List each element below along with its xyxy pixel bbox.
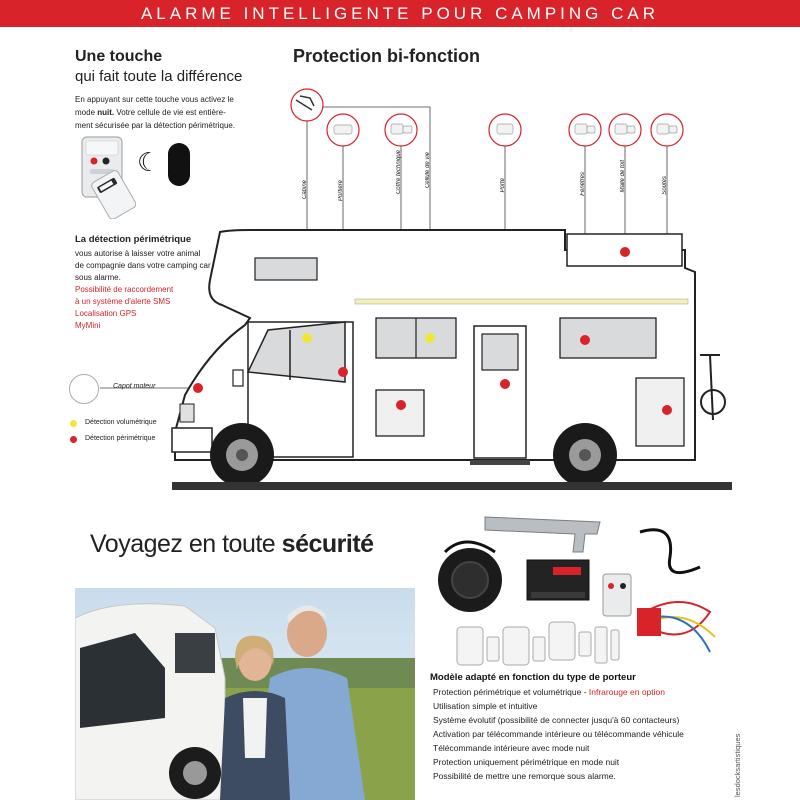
signature: lesdocksartistiques <box>733 733 742 797</box>
yellow-dot-icon <box>70 420 77 427</box>
alarm-kit-image <box>425 512 725 672</box>
sensor-label-portiere: Portière <box>338 180 344 202</box>
legend-label-perimetric: Détection périmétrique <box>85 435 156 442</box>
touch-subtitle: qui fait toute la différence <box>75 68 243 85</box>
detection-red-line-1: Possibilité de raccordement <box>75 285 174 294</box>
feature-4: Activation par télécommande intérieure ou télécommande véhicule <box>433 729 684 739</box>
sensor-label-cellule: Cellule de vie <box>425 152 431 189</box>
voyage-prefix: Voyagez en toute <box>90 530 282 558</box>
sensor-label-cabine: Cabine <box>302 180 308 200</box>
feature-5: Télécommande intérieure avec mode nuit <box>433 743 590 753</box>
touch-line-2c: Votre cellule de vie est entière- <box>114 108 226 117</box>
capot-label: Capot moteur <box>113 383 156 390</box>
engine-hood-icon <box>69 374 99 404</box>
legend-label-volumetric: Détection volumétrique <box>85 419 157 426</box>
feature-2: Utilisation simple et intuitive <box>433 701 538 711</box>
sensor-label-porte: Porte <box>500 178 506 193</box>
feature-1-text: Protection périmétrique et volumétrique - <box>433 687 589 697</box>
red-dot-icon <box>70 436 77 443</box>
feature-3: Système évolutif (possibilité de connecter jusqu'à 60 contacteurs) <box>433 715 680 725</box>
detection-red-line-2: à un système d'alerte SMS <box>75 297 171 306</box>
legend-row-perimetric <box>70 431 157 447</box>
model-features-block <box>430 672 730 783</box>
sensor-label-malle: Malle de toit <box>620 160 626 193</box>
sensor-label-soutes: Soutes <box>662 176 668 195</box>
voyage-bold: sécurité <box>281 530 374 558</box>
detection-red-line-4: MyMini <box>75 321 101 330</box>
feature-7: Possibilité de mettre une remorque sous alarme. <box>433 771 616 781</box>
feature-6: Protection uniquement périmétrique en mode nuit <box>433 757 620 767</box>
sensor-label-fenetres: Fenêtres <box>580 172 586 196</box>
moon-icon: ☾ <box>137 147 161 177</box>
feature-1 <box>430 685 730 699</box>
legend-row-volumetric <box>70 415 157 431</box>
couple-photo <box>75 588 415 800</box>
diagram-title: Protection bi-fonction <box>293 46 480 66</box>
legend <box>70 415 157 447</box>
detection-line-1: vous autorise à laisser votre animal <box>75 249 201 258</box>
touch-line-2a: mode <box>75 108 98 117</box>
voyage-headline <box>90 530 374 559</box>
detection-line-3: sous alarme. <box>75 273 121 282</box>
sensor-label-coffre: Coffre technique <box>396 150 402 195</box>
detection-red-line-3: Localisation GPS <box>75 309 137 318</box>
detection-line-2: de compagnie dans votre camping car <box>75 261 211 270</box>
touch-line-2-bold: nuit. <box>97 108 115 117</box>
touch-title: Une touche <box>75 48 163 65</box>
model-title: Modèle adapté en fonction du type de porteur <box>430 672 636 683</box>
feature-1-red: Infrarouge en option <box>588 687 665 697</box>
touch-line-1: En appuyant sur cette touche vous activez le <box>75 95 234 104</box>
touch-line-3: ment sécurisée par la détection périmétrique. <box>75 121 236 130</box>
detection-title: La détection périmétrique <box>75 234 192 245</box>
header-banner: ALARME INTELLIGENTE POUR CAMPING CAR <box>0 0 800 27</box>
road-line <box>172 482 732 490</box>
